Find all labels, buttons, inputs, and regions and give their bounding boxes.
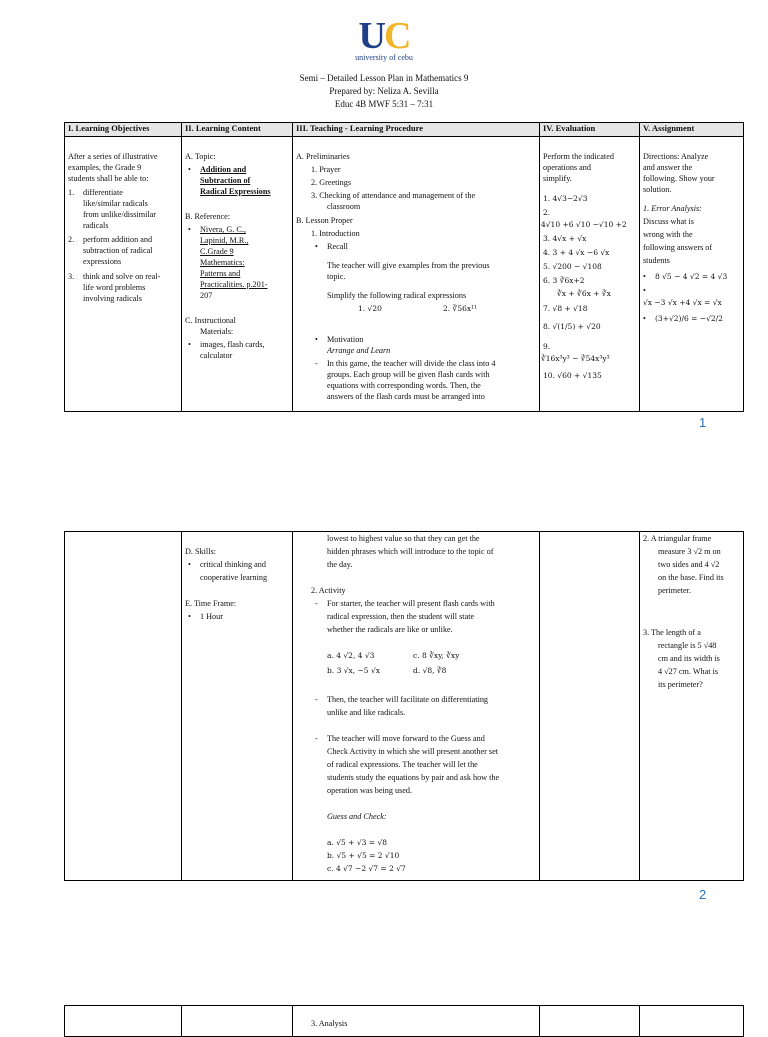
error-analysis-text: students	[643, 256, 670, 265]
assignment-intro: and answer the	[643, 163, 693, 172]
procedure-item: classroom	[327, 202, 361, 211]
materials-label: Materials:	[200, 327, 234, 336]
content-cell	[182, 137, 292, 411]
objective-text: think and solve on real-	[83, 272, 161, 281]
evaluation-cell	[540, 137, 639, 411]
header-evaluation: IV. Evaluation	[540, 123, 640, 137]
procedure-cell-p2	[293, 532, 539, 880]
page-number: 2	[699, 887, 707, 902]
reference-text: 207	[200, 291, 213, 300]
lesson-plan-table-page3	[64, 1005, 744, 1037]
analysis-heading: 3. Analysis	[311, 1019, 348, 1028]
doc-schedule: Educ 4B MWF 5:31 – 7:31	[334, 99, 434, 109]
guess-item: c. 4 √7 −2 √7 = 2 √7	[327, 864, 406, 873]
lesson-plan-table-page1	[64, 122, 744, 412]
objective-text: like/similar radicals	[83, 199, 148, 208]
example-expression: 2. ∛56x¹¹	[443, 304, 478, 313]
assignment-cell-p2	[640, 532, 743, 880]
assignment-question: 3. The length of a	[643, 628, 701, 637]
evaluation-item: 9.	[543, 342, 551, 351]
bullet-icon: •	[188, 225, 191, 234]
reference-text: Practicalities. p.201-	[200, 280, 268, 289]
skills-label: D. Skills:	[185, 547, 216, 556]
page-number: 1	[699, 415, 707, 430]
simplify-text: Simplify the following radical expressions	[327, 291, 467, 300]
recall-label: Recall	[327, 242, 348, 251]
student-answer: (3+√2)/6 = −√2/2	[655, 314, 723, 323]
procedure-item: 1. Prayer	[311, 165, 341, 174]
procedure-heading: A. Preliminaries	[296, 152, 350, 161]
bullet-icon: •	[315, 335, 318, 344]
procedure-item: 2. Greetings	[311, 178, 352, 187]
objective-number: 1.	[68, 188, 75, 197]
objective-number: 2.	[68, 235, 75, 244]
guess-text: students study the equations by pair and ask how the	[327, 773, 500, 782]
materials-text: images, flash cards,	[200, 340, 265, 349]
time-frame-value: 1 Hour	[200, 612, 223, 621]
guess-text: The teacher will move forward to the Guess and	[327, 734, 485, 743]
facilitate-text: unlike and like radicals.	[327, 708, 406, 717]
evaluation-cell-p2	[540, 532, 639, 880]
procedure-heading: B. Lesson Proper	[296, 216, 353, 225]
doc-title: Semi – Detailed Lesson Plan in Mathematics 9	[299, 73, 469, 83]
guess-text: of radical expressions. The teacher will let the	[327, 760, 478, 769]
bullet-icon: •	[188, 612, 191, 621]
evaluation-item: 10. √60 + √135	[543, 371, 602, 380]
evaluation-item: 5. √200 − √108	[543, 262, 602, 271]
university-logo	[344, 16, 424, 70]
content-cell-p2	[182, 532, 292, 880]
assignment-question: rectangle is 5 √48	[658, 641, 717, 650]
game-text: groups. Each group will be given flash cards with	[327, 370, 490, 379]
reference-text: C.Grade 9	[200, 247, 234, 256]
activity-item: a. 4 √2, 4 √3	[327, 651, 375, 660]
guess-text: Check Activity in which she will present another set	[327, 747, 498, 756]
guess-item: b. √5 + √5 = 2 √10	[327, 851, 400, 860]
reference-text: Lapinid, M.R.,	[200, 236, 249, 245]
activity-text: For starter, the teacher will present flash cards with	[327, 599, 495, 608]
student-answer: 8 √5 − 4 √2 = 4 √3	[655, 272, 728, 281]
assignment-question: on the base. Find its	[658, 573, 724, 582]
game-text: the day.	[327, 560, 353, 569]
skills-text: critical thinking and	[200, 560, 266, 569]
skills-text: cooperative learning	[200, 573, 268, 582]
topic-label: A. Topic:	[185, 152, 216, 161]
error-analysis-label: 1. Error Analysis:	[643, 204, 702, 213]
objective-text: involving radicals	[83, 294, 142, 303]
content-cell-p3	[182, 1006, 292, 1036]
doc-author: Prepared by: Neliza A. Sevilla	[329, 86, 439, 96]
game-text: lowest to highest value so that they can get the	[327, 534, 480, 543]
activity-text: whether the radicals are like or unlike.	[327, 625, 453, 634]
assignment-question: cm and its width is	[658, 654, 720, 663]
assignment-question: two sides and 4 √2	[658, 560, 720, 569]
bullet-icon: •	[188, 340, 191, 349]
activity-text: radical expression, then the student will state	[327, 612, 475, 621]
procedure-cell-p3	[293, 1006, 539, 1036]
guess-text: operation was being used.	[327, 786, 413, 795]
assignment-question: measure 3 √2 m on	[658, 547, 721, 556]
game-text: answers of the flash cards must be arranged into	[327, 392, 485, 401]
dash-icon: -	[315, 599, 318, 608]
evaluation-cell-p3	[540, 1006, 639, 1036]
error-analysis-text: wrong with the	[643, 230, 693, 239]
guess-item: a. √5 + √3 = √8	[327, 838, 387, 847]
bullet-icon: •	[315, 242, 318, 251]
recall-text: topic.	[327, 272, 346, 281]
assignment-question: 4 √27 cm. What is	[658, 667, 719, 676]
objective-text: expressions	[83, 257, 122, 266]
objective-number: 3.	[68, 272, 75, 281]
bullet-icon: •	[188, 560, 191, 569]
lesson-plan-table-page2	[64, 531, 744, 881]
objectives-cell-p2	[65, 532, 181, 880]
objectives-intro: students shall be able to:	[68, 174, 149, 183]
evaluation-item: 1. 4√3−2√3	[543, 194, 588, 203]
assignment-question: perimeter.	[658, 586, 691, 595]
evaluation-item: 4. 3 + 4 √x −6 √x	[543, 248, 610, 257]
assignment-intro: solution.	[643, 185, 672, 194]
assignment-question: 2. A triangular frame	[643, 534, 712, 543]
motivation-label: Motivation	[327, 335, 364, 344]
procedure-item: 3. Checking of attendance and management of the	[311, 191, 476, 200]
logo-subtitle: university of cebu	[355, 53, 413, 62]
objectives-intro: examples, the Grade 9	[68, 163, 142, 172]
objective-text: life word problems	[83, 283, 146, 292]
bullet-icon: •	[188, 165, 191, 174]
error-analysis-text: following answers of	[643, 243, 713, 252]
assignment-question: its perimeter?	[658, 680, 703, 689]
dash-icon: -	[315, 695, 318, 704]
materials-label: C. Instructional	[185, 316, 236, 325]
objective-text: perform addition and	[83, 235, 153, 244]
assignment-cell-p3	[640, 1006, 743, 1036]
dash-icon: -	[315, 734, 318, 743]
header-procedure: III. Teaching - Learning Procedure	[293, 123, 540, 137]
objectives-cell-p3	[65, 1006, 181, 1036]
game-text: In this game, the teacher will divide the class into 4	[327, 359, 496, 368]
example-expression: 1. √20	[358, 304, 382, 313]
reference-text: Mathematics:	[200, 258, 245, 267]
objective-text: from unlike/dissimilar	[83, 210, 156, 219]
header-content: II. Learning Content	[182, 123, 293, 137]
evaluation-item: ∛16x³y³ − ∛54x³y³	[541, 354, 610, 363]
materials-text: calculator	[200, 351, 233, 360]
bullet-icon: •	[643, 272, 646, 281]
objective-text: differentiate	[83, 188, 123, 197]
objective-text: radicals	[83, 221, 109, 230]
facilitate-text: Then, the teacher will facilitate on differentiating	[327, 695, 489, 704]
recall-text: The teacher will give examples from the previous	[327, 261, 490, 270]
objectives-cell	[65, 137, 181, 411]
assignment-intro: Directions: Analyze	[643, 152, 709, 161]
evaluation-item: ∛x + ∛6x + ∛x	[557, 289, 611, 298]
objectives-intro: After a series of illustrative	[68, 152, 158, 161]
bullet-icon: •	[643, 314, 646, 323]
activity-item: d. √8, ∛8	[413, 666, 447, 675]
assignment-intro: following. Show your	[643, 174, 715, 183]
evaluation-item: 2.	[543, 208, 551, 217]
topic-text: Radical Expressions	[200, 187, 271, 196]
logo-mark: UC	[358, 15, 410, 57]
reference-text: Patterns and	[200, 269, 241, 278]
evaluation-item: 4√10 +6 √10 −√10 +2	[541, 220, 627, 229]
evaluation-item: 7. √8 + √18	[543, 304, 588, 313]
error-analysis-text: Discuss what is	[643, 217, 694, 226]
reference-label: B. Reference:	[185, 212, 231, 221]
game-text: equations with corresponding words. Then, the	[327, 381, 481, 390]
activity-item: c. 8 ∛xy, ∛xy	[413, 651, 460, 660]
topic-text: Subtraction of	[200, 176, 251, 185]
header-assignment: V. Assignment	[640, 123, 744, 137]
evaluation-intro: simplify.	[543, 174, 572, 183]
game-title: Arrange and Learn	[327, 346, 391, 355]
evaluation-item: 6. 3 ∛6x+2	[543, 276, 585, 285]
evaluation-item: 8. √(1/5) + √20	[543, 322, 601, 331]
reference-text: Nivera, G. C.,	[200, 225, 246, 234]
dash-icon: -	[315, 359, 318, 368]
procedure-cell	[293, 137, 539, 411]
objective-text: subtraction of radical	[83, 246, 153, 255]
game-text: hidden phrases which will introduce to the topic of	[327, 547, 494, 556]
guess-check-label: Guess and Check:	[327, 812, 387, 821]
topic-text: Addition and	[200, 165, 247, 174]
evaluation-intro: Perform the indicated	[543, 152, 614, 161]
bullet-icon: •	[643, 286, 646, 295]
assignment-cell	[640, 137, 743, 411]
time-frame-label: E. Time Frame:	[185, 599, 237, 608]
procedure-item: 1. Introduction	[311, 229, 360, 238]
evaluation-intro: operations and	[543, 163, 591, 172]
header-objectives: I. Learning Objectives	[65, 123, 182, 137]
activity-item: b. 3 √x, −5 √x	[327, 666, 380, 675]
student-answer: √x −3 √x +4 √x = √x	[643, 298, 722, 307]
evaluation-item: 3. 4√x + √x	[543, 234, 587, 243]
activity-heading: 2. Activity	[311, 586, 346, 595]
